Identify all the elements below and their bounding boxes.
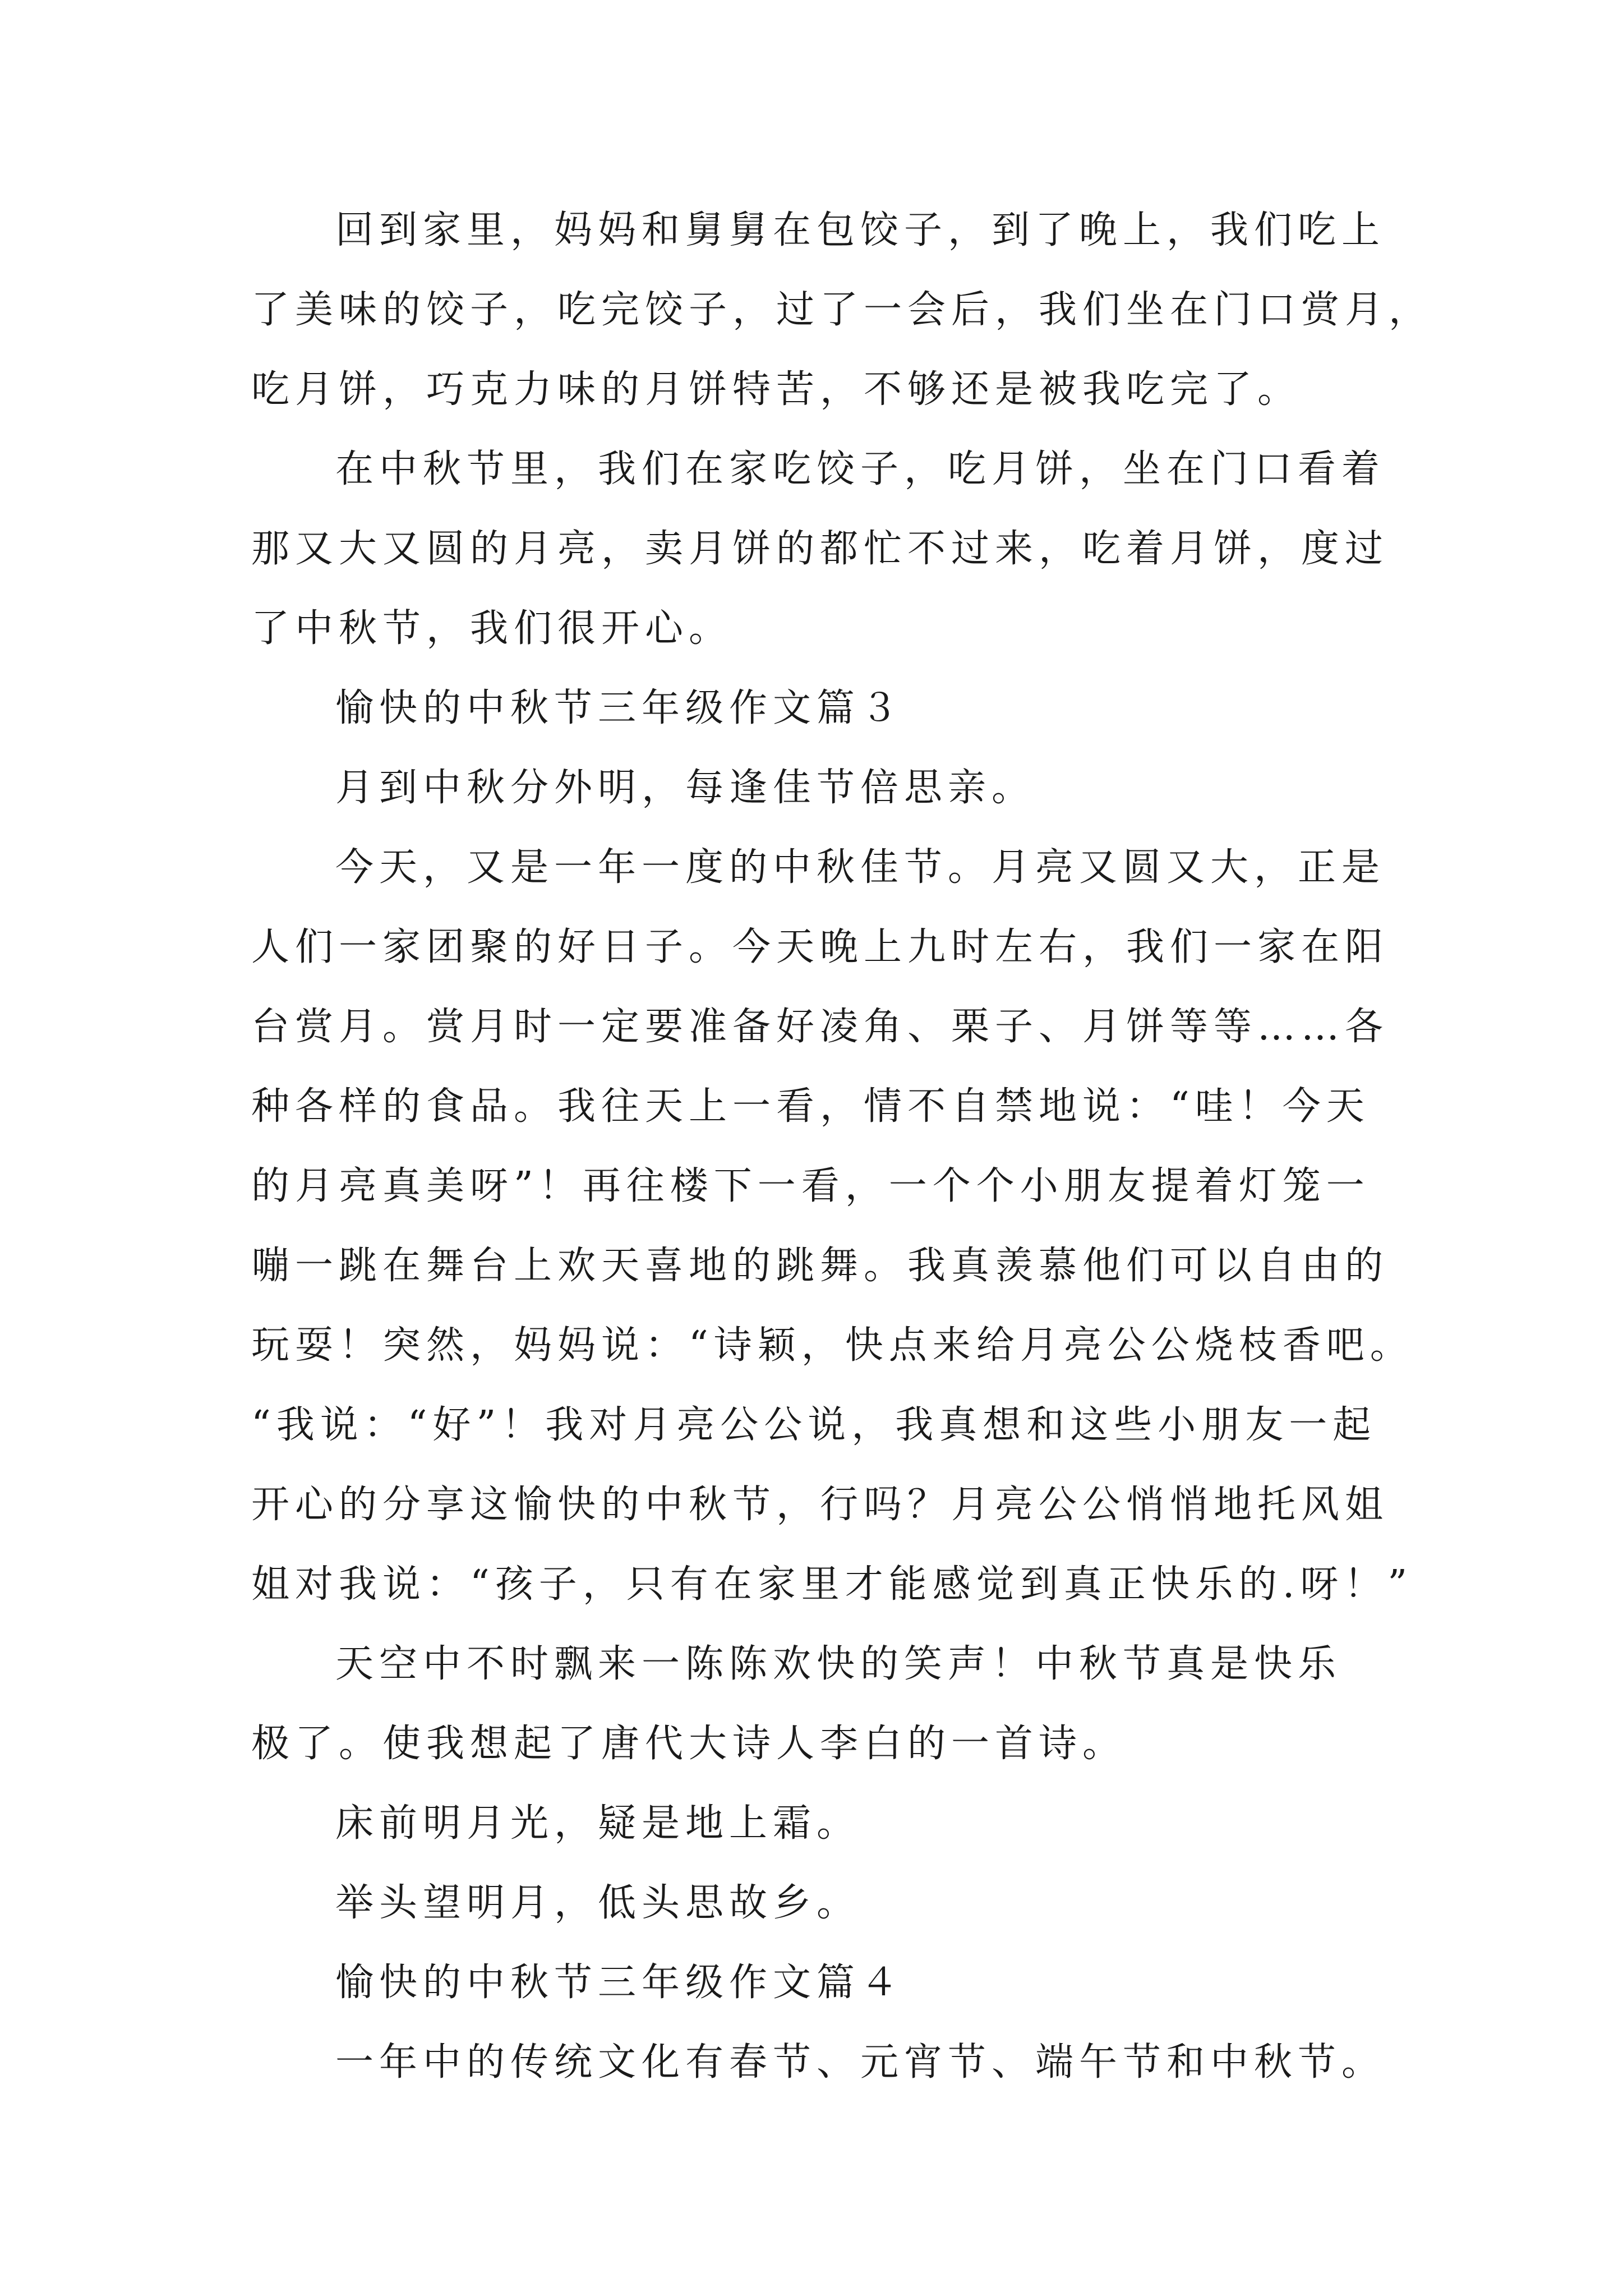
- text-line: 种各样的食品。我往天上一看，情不自禁地说：“哇！今天: [251, 1084, 1370, 1129]
- text-line: 回到家里，妈妈和舅舅在包饺子，到了晚上，我们吃上: [335, 208, 1386, 252]
- section-heading-4: [251, 1943, 1446, 2023]
- text-line: 月到中秋分外明，每逢佳节倍思亲。: [335, 766, 1036, 810]
- paragraph-3: [251, 748, 1446, 828]
- text-line: 台赏月。赏月时一定要准备好凌角、栗子、月饼等等……各: [251, 1005, 1389, 1049]
- text-line: 吃月饼，巧克力味的月饼特苦，不够还是被我吃完了。: [251, 367, 1302, 412]
- paragraph-2: [251, 430, 1446, 669]
- heading-line: 愉快的中秋节三年级作文篇４: [335, 1961, 905, 2005]
- text-line: 嘣一跳在舞台上欢天喜地的跳舞。我真羡慕他们可以自由的: [251, 1244, 1389, 1288]
- text-line: 了中秋节，我们很开心。: [251, 606, 733, 651]
- document-body: [251, 191, 1446, 2102]
- text-line: 玩耍！突然，妈妈说：“诗颖，快点来给月亮公公烧枝香吧。: [251, 1323, 1414, 1368]
- text-line: 极了。使我想起了唐代大诗人李白的一首诗。: [251, 1722, 1127, 1766]
- heading-line: 愉快的中秋节三年级作文篇３: [335, 686, 905, 730]
- poem-line-1: [251, 1784, 1446, 1864]
- poem-line-2: [251, 1864, 1446, 1943]
- text-line: 人们一家团聚的好日子。今天晚上九时左右，我们一家在阳: [251, 925, 1389, 969]
- paragraph-4: [251, 828, 1446, 1625]
- text-line: 床前明月光，疑是地上霜。: [335, 1801, 861, 1846]
- section-heading-3: [251, 669, 1446, 748]
- paragraph-5: [251, 1625, 1446, 1784]
- text-line: 了美味的饺子，吃完饺子，过了一会后，我们坐在门口赏月，: [251, 288, 1433, 332]
- text-line: 那又大又圆的月亮，卖月饼的都忙不过来，吃着月饼，度过: [251, 527, 1389, 571]
- text-line: 天空中不时飘来一陈陈欢快的笑声！中秋节真是快乐: [335, 1642, 1342, 1686]
- text-line: “我说：“好”！我对月亮公公说，我真想和这些小朋友一起: [251, 1403, 1377, 1447]
- text-line: 开心的分享这愉快的中秋节，行吗？月亮公公悄悄地托风姐: [251, 1483, 1389, 1527]
- text-line: 的月亮真美呀”！再往楼下一看，一个个小朋友提着灯笼一: [251, 1164, 1370, 1208]
- text-line: 举头望明月，低头思故乡。: [335, 1881, 861, 1925]
- text-line: 一年中的传统文化有春节、元宵节、端午节和中秋节。: [335, 2040, 1386, 2085]
- paragraph-6: [251, 2023, 1446, 2102]
- text-line: 今天，又是一年一度的中秋佳节。月亮又圆又大，正是: [335, 845, 1386, 890]
- paragraph-1: [251, 191, 1446, 430]
- text-line: 姐对我说：“孩子，只有在家里才能感觉到真正快乐的.呀！”: [251, 1562, 1413, 1607]
- text-line: 在中秋节里，我们在家吃饺子，吃月饼，坐在门口看着: [335, 447, 1386, 491]
